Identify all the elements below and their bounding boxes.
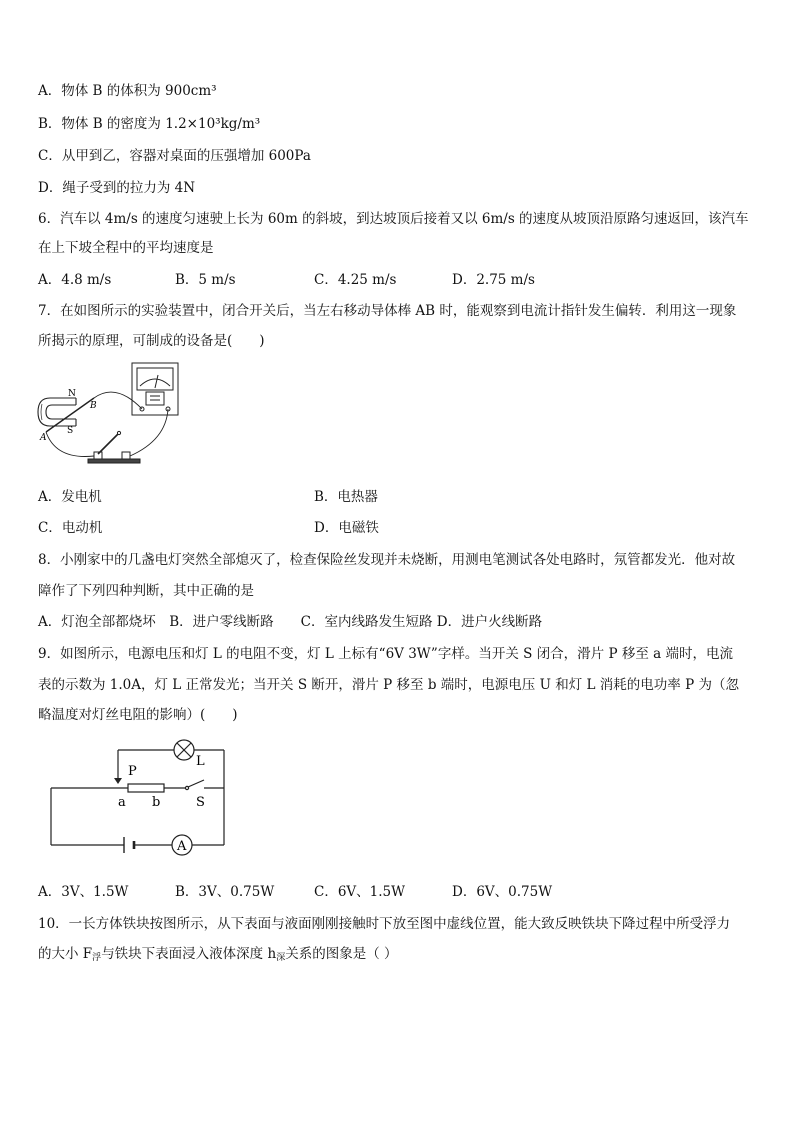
q7-option-b: B．电热器 (314, 489, 378, 505)
q7-stem-line1: 7．在如图所示的实验装置中，闭合开关后，当左右移动导体棒 AB 时，能观察到电流计指针发生偏转．利用这一现象 (38, 303, 737, 319)
q6-option-a: A．4.8 m/s (38, 272, 112, 288)
slider-arrow (114, 778, 122, 784)
q10-stem-line1: 10．一长方体铁块按图所示，从下表面与液面刚刚接触时下放至图中虚线位置，能大致反映铁块下降过程中所受浮力 (38, 916, 731, 932)
q8-options: A．灯泡全部都烧坏 B．进户零线断路 C．室内线路发生短路 D．进户火线断路 (38, 614, 543, 630)
q6-option-b: B．5 m/s (175, 272, 236, 288)
q10-sub-buoyancy: 浮 (92, 953, 102, 963)
rheostat (128, 784, 164, 792)
q10-line2-post: 关系的图象是（ ） (285, 946, 398, 962)
label-a: A (40, 433, 47, 443)
q8-stem-line1: 8．小刚家中的几盏电灯突然全部熄灭了，检查保险丝发现并未烧断，用测电笔测试各处电路时，氖管都发光．他对故 (38, 552, 736, 568)
label-l: L (196, 754, 205, 769)
q9-option-d: D．6V、0.75W (452, 884, 553, 900)
q7-option-d: D．电磁铁 (314, 520, 379, 536)
q7-option-a: A．发电机 (38, 489, 102, 505)
q9-stem-line2: 表的示数为 1.0A，灯 L 正常发光；当开关 S 断开，滑片 P 移至 b 端时，电源电压 U 和灯 L 消耗的电功率 P 为（忽 (38, 677, 739, 693)
q7-option-c: C．电动机 (38, 520, 103, 536)
q6-stem-line2: 在上下坡全程中的平均速度是 (38, 240, 214, 256)
label-p: P (128, 764, 137, 779)
q10-sub-depth: 深 (276, 953, 286, 963)
q9-option-c: C．6V、1.5W (314, 884, 406, 900)
q5-option-d: D．绳子受到的拉力为 4N (38, 180, 196, 196)
q6-option-d: D．2.75 m/s (452, 272, 535, 288)
galvanometer (132, 363, 178, 415)
switch-s (185, 780, 204, 790)
label-s: S (196, 795, 205, 810)
q7-stem-line2: 所揭示的原理，可制成的设备是( ) (38, 333, 265, 349)
knife-switch (88, 431, 140, 463)
horseshoe-magnet (38, 398, 76, 426)
q9-option-b: B．3V、0.75W (175, 884, 275, 900)
q6-option-c: C．4.25 m/s (314, 272, 397, 288)
q9-option-a: A．3V、1.5W (38, 884, 129, 900)
q10-stem-line2 (38, 945, 398, 967)
ammeter (172, 835, 192, 855)
label-b: B (90, 401, 97, 411)
label-n: N (68, 389, 76, 399)
q7-induction-figure (36, 360, 186, 472)
q8-stem-line2: 障作了下列四种判断，其中正确的是 (38, 583, 254, 599)
label-s: S (67, 426, 74, 436)
battery (124, 837, 134, 853)
q6-stem-line1: 6．汽车以 4m/s 的速度匀速驶上长为 60m 的斜坡，到达坡顶后接着又以 6m/s 的速度从坡顶沿原路匀速返回，该汽车 (38, 211, 749, 227)
q9-circuit-diagram (46, 732, 236, 864)
q5-option-c: C．从甲到乙，容器对桌面的压强增加 600Pa (38, 148, 311, 164)
label-b: b (152, 795, 161, 810)
ammeter-label: A (177, 839, 187, 854)
q10-line2-mid: 与铁块下表面浸入液体深度 h (101, 946, 277, 962)
lamp-l (174, 740, 194, 760)
q10-line2-pre: 的大小 F (38, 946, 93, 962)
label-a: a (118, 795, 126, 810)
q9-stem-line1: 9．如图所示，电源电压和灯 L 的电阻不变，灯 L 上标有“6V 3W”字样。当开关 S 闭合，滑片 P 移至 a 端时，电流 (38, 646, 733, 662)
q5-option-a: A．物体 B 的体积为 900cm³ (38, 83, 217, 99)
q9-stem-line3: 略温度对灯丝电阻的影响）( ) (38, 707, 238, 723)
q5-option-b: B．物体 B 的密度为 1.2×10³kg/m³ (38, 116, 261, 132)
